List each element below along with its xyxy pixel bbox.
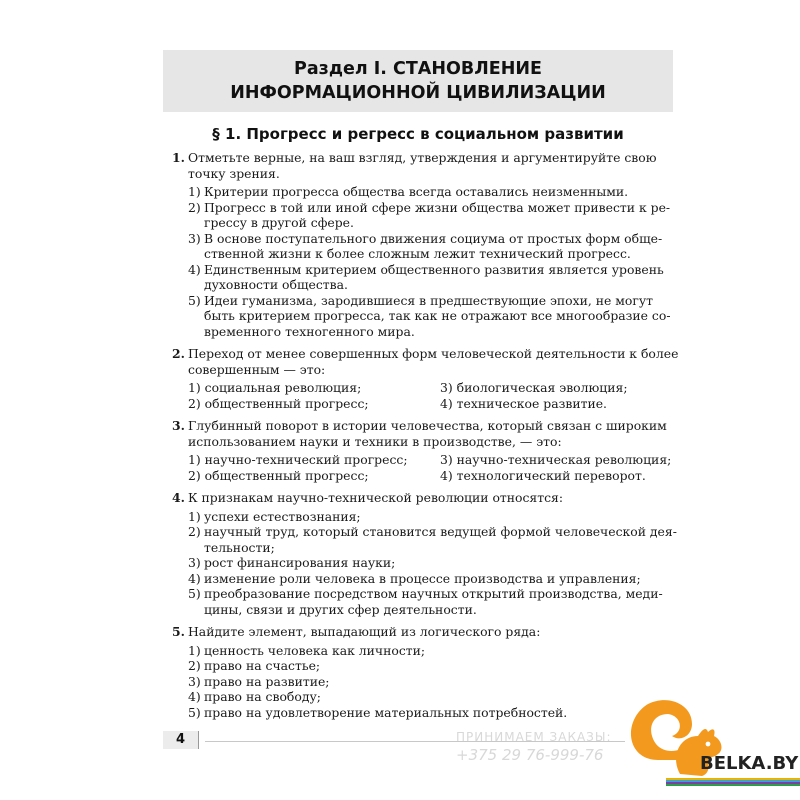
section-heading-line-2: ИНФОРМАЦИОННОЙ ЦИВИЛИЗАЦИИ xyxy=(230,83,606,103)
item-number: 3) xyxy=(188,673,201,689)
question-text-line: К признакам научно-технической революции относятся: xyxy=(188,490,564,505)
item-number: 2) xyxy=(188,658,201,673)
item-number: 1) xyxy=(188,508,201,524)
answer-item xyxy=(188,689,672,705)
question-text-line: Найдите элемент, выпадающий из логического ряда: xyxy=(188,624,541,639)
answer-option: 2) общественный прогресс; xyxy=(188,467,369,483)
answer-item xyxy=(188,643,672,659)
item-number: 5) xyxy=(188,704,201,720)
item-text-line: рост финансирования науки; xyxy=(204,555,396,570)
question-1 xyxy=(172,150,672,181)
question-text-line: совершенным — это: xyxy=(188,361,326,377)
question-text-line: Глубинный поворот в истории человечества, который связан с широким xyxy=(188,418,667,433)
answer-option: 2) общественный прогресс; xyxy=(188,395,369,411)
statement-item xyxy=(188,262,672,293)
item-number: 1) xyxy=(188,184,201,199)
answer-item xyxy=(188,509,672,525)
answer-item xyxy=(188,674,672,690)
item-text-line: право на удовлетворение материальных потребностей. xyxy=(204,704,568,720)
watermark-stripes xyxy=(666,778,800,786)
questions-list xyxy=(172,150,679,720)
answer-option: 1) социальная революция; xyxy=(188,380,362,395)
question-text-line: Отметьте верные, на ваш взгляд, утверждения и аргументируйте свою xyxy=(188,150,657,165)
watermark-orders-label: ПРИНИМАЕМ ЗАКАЗЫ: xyxy=(456,730,612,744)
section-heading xyxy=(163,50,673,112)
question-number: 3. xyxy=(172,418,185,433)
item-text-line: Критерии прогресса общества всегда оставались неизменными. xyxy=(204,184,629,199)
question-5-items xyxy=(172,643,672,721)
item-text-line: Прогресс в той или иной сфере жизни общества может привести к ре- xyxy=(204,199,671,215)
item-text-line: цины, связи и других сфер деятельности. xyxy=(204,601,477,617)
paragraph-title: § 1. Прогресс и регресс в социальном развитии xyxy=(212,125,624,143)
answer-item xyxy=(188,705,672,721)
item-number: 1) xyxy=(188,642,201,658)
statement-item xyxy=(188,293,672,340)
question-4-items xyxy=(172,508,677,618)
item-number: 3) xyxy=(188,230,201,246)
question-3 xyxy=(172,418,672,449)
answer-option: 3) биологическая эволюция; xyxy=(440,380,628,395)
statement-item xyxy=(188,200,672,231)
item-number: 3) xyxy=(188,555,201,570)
answer-item xyxy=(188,586,672,617)
question-4 xyxy=(172,490,672,506)
item-text-line: В основе поступательного движения социума от простых форм обще- xyxy=(204,230,663,246)
question-number: 5. xyxy=(172,624,185,639)
item-number: 5) xyxy=(188,586,201,601)
item-text-line: тельности; xyxy=(204,539,275,555)
item-text-line: преобразование посредством научных открытий производства, меди- xyxy=(204,586,663,601)
item-text-line: Единственным критерием общественного развития является уровень xyxy=(204,261,664,277)
question-text-line: точку зрения. xyxy=(188,165,280,181)
item-text-line: быть критерием прогресса, так как не отражают все многообразие со- xyxy=(204,308,671,323)
answer-option: 3) научно-техническая революция; xyxy=(440,452,672,467)
item-text-line: грессу в другой сфере. xyxy=(204,215,354,230)
question-number: 4. xyxy=(172,490,185,505)
watermark-brand: BELKA.BY xyxy=(700,753,799,774)
question-number: 2. xyxy=(172,346,185,361)
item-text-line: ценность человека как личности; xyxy=(204,642,426,658)
watermark-text xyxy=(456,729,636,765)
answer-item xyxy=(188,555,672,571)
item-text-line: успехи естествознания; xyxy=(204,508,361,524)
watermark-phone: +375 29 76-999-76 xyxy=(456,746,604,764)
answer-option: 4) технологический переворот. xyxy=(440,467,646,483)
question-1-statements xyxy=(172,184,672,339)
answer-item xyxy=(188,571,672,587)
item-text-line: право на счастье; xyxy=(204,658,321,673)
question-3-options xyxy=(172,452,672,483)
item-text-line: право на свободу; xyxy=(204,689,321,704)
item-text-line: научный труд, который становится ведущей формой человеческой дея- xyxy=(204,524,677,539)
item-number: 5) xyxy=(188,292,201,308)
section-heading-line-1: Раздел I. СТАНОВЛЕНИЕ xyxy=(294,59,542,79)
question-5 xyxy=(172,624,672,640)
answer-option: 4) техническое развитие. xyxy=(440,395,607,411)
question-number: 1. xyxy=(172,150,185,165)
item-text-line: изменение роли человека в процессе производства и управления; xyxy=(204,570,641,586)
question-2 xyxy=(172,346,679,377)
item-number: 2) xyxy=(188,199,201,215)
answer-item xyxy=(188,658,672,674)
answer-option: 1) научно-технический прогресс; xyxy=(188,452,408,467)
item-text-line: ственной жизни к более сложным лежит технический прогресс. xyxy=(204,246,631,261)
answer-item xyxy=(188,524,677,555)
item-text-line: временного техногенного мира. xyxy=(204,323,415,339)
item-number: 2) xyxy=(188,524,201,539)
item-text-line: право на развитие; xyxy=(204,673,330,689)
question-2-options xyxy=(172,380,672,411)
item-number: 4) xyxy=(188,261,201,277)
question-text-line: использованием науки и техники в производстве, — это: xyxy=(188,433,562,449)
item-text-line: Идеи гуманизма, зародившиеся в предшествующие эпохи, не могут xyxy=(204,292,654,308)
item-number: 4) xyxy=(188,570,201,586)
page-number: 4 xyxy=(163,731,199,749)
item-text-line: духовности общества. xyxy=(204,277,348,292)
statement-item xyxy=(188,184,672,200)
question-text-line: Переход от менее совершенных форм человеческой деятельности к более xyxy=(188,346,679,361)
statement-item xyxy=(188,231,672,262)
item-number: 4) xyxy=(188,689,201,704)
